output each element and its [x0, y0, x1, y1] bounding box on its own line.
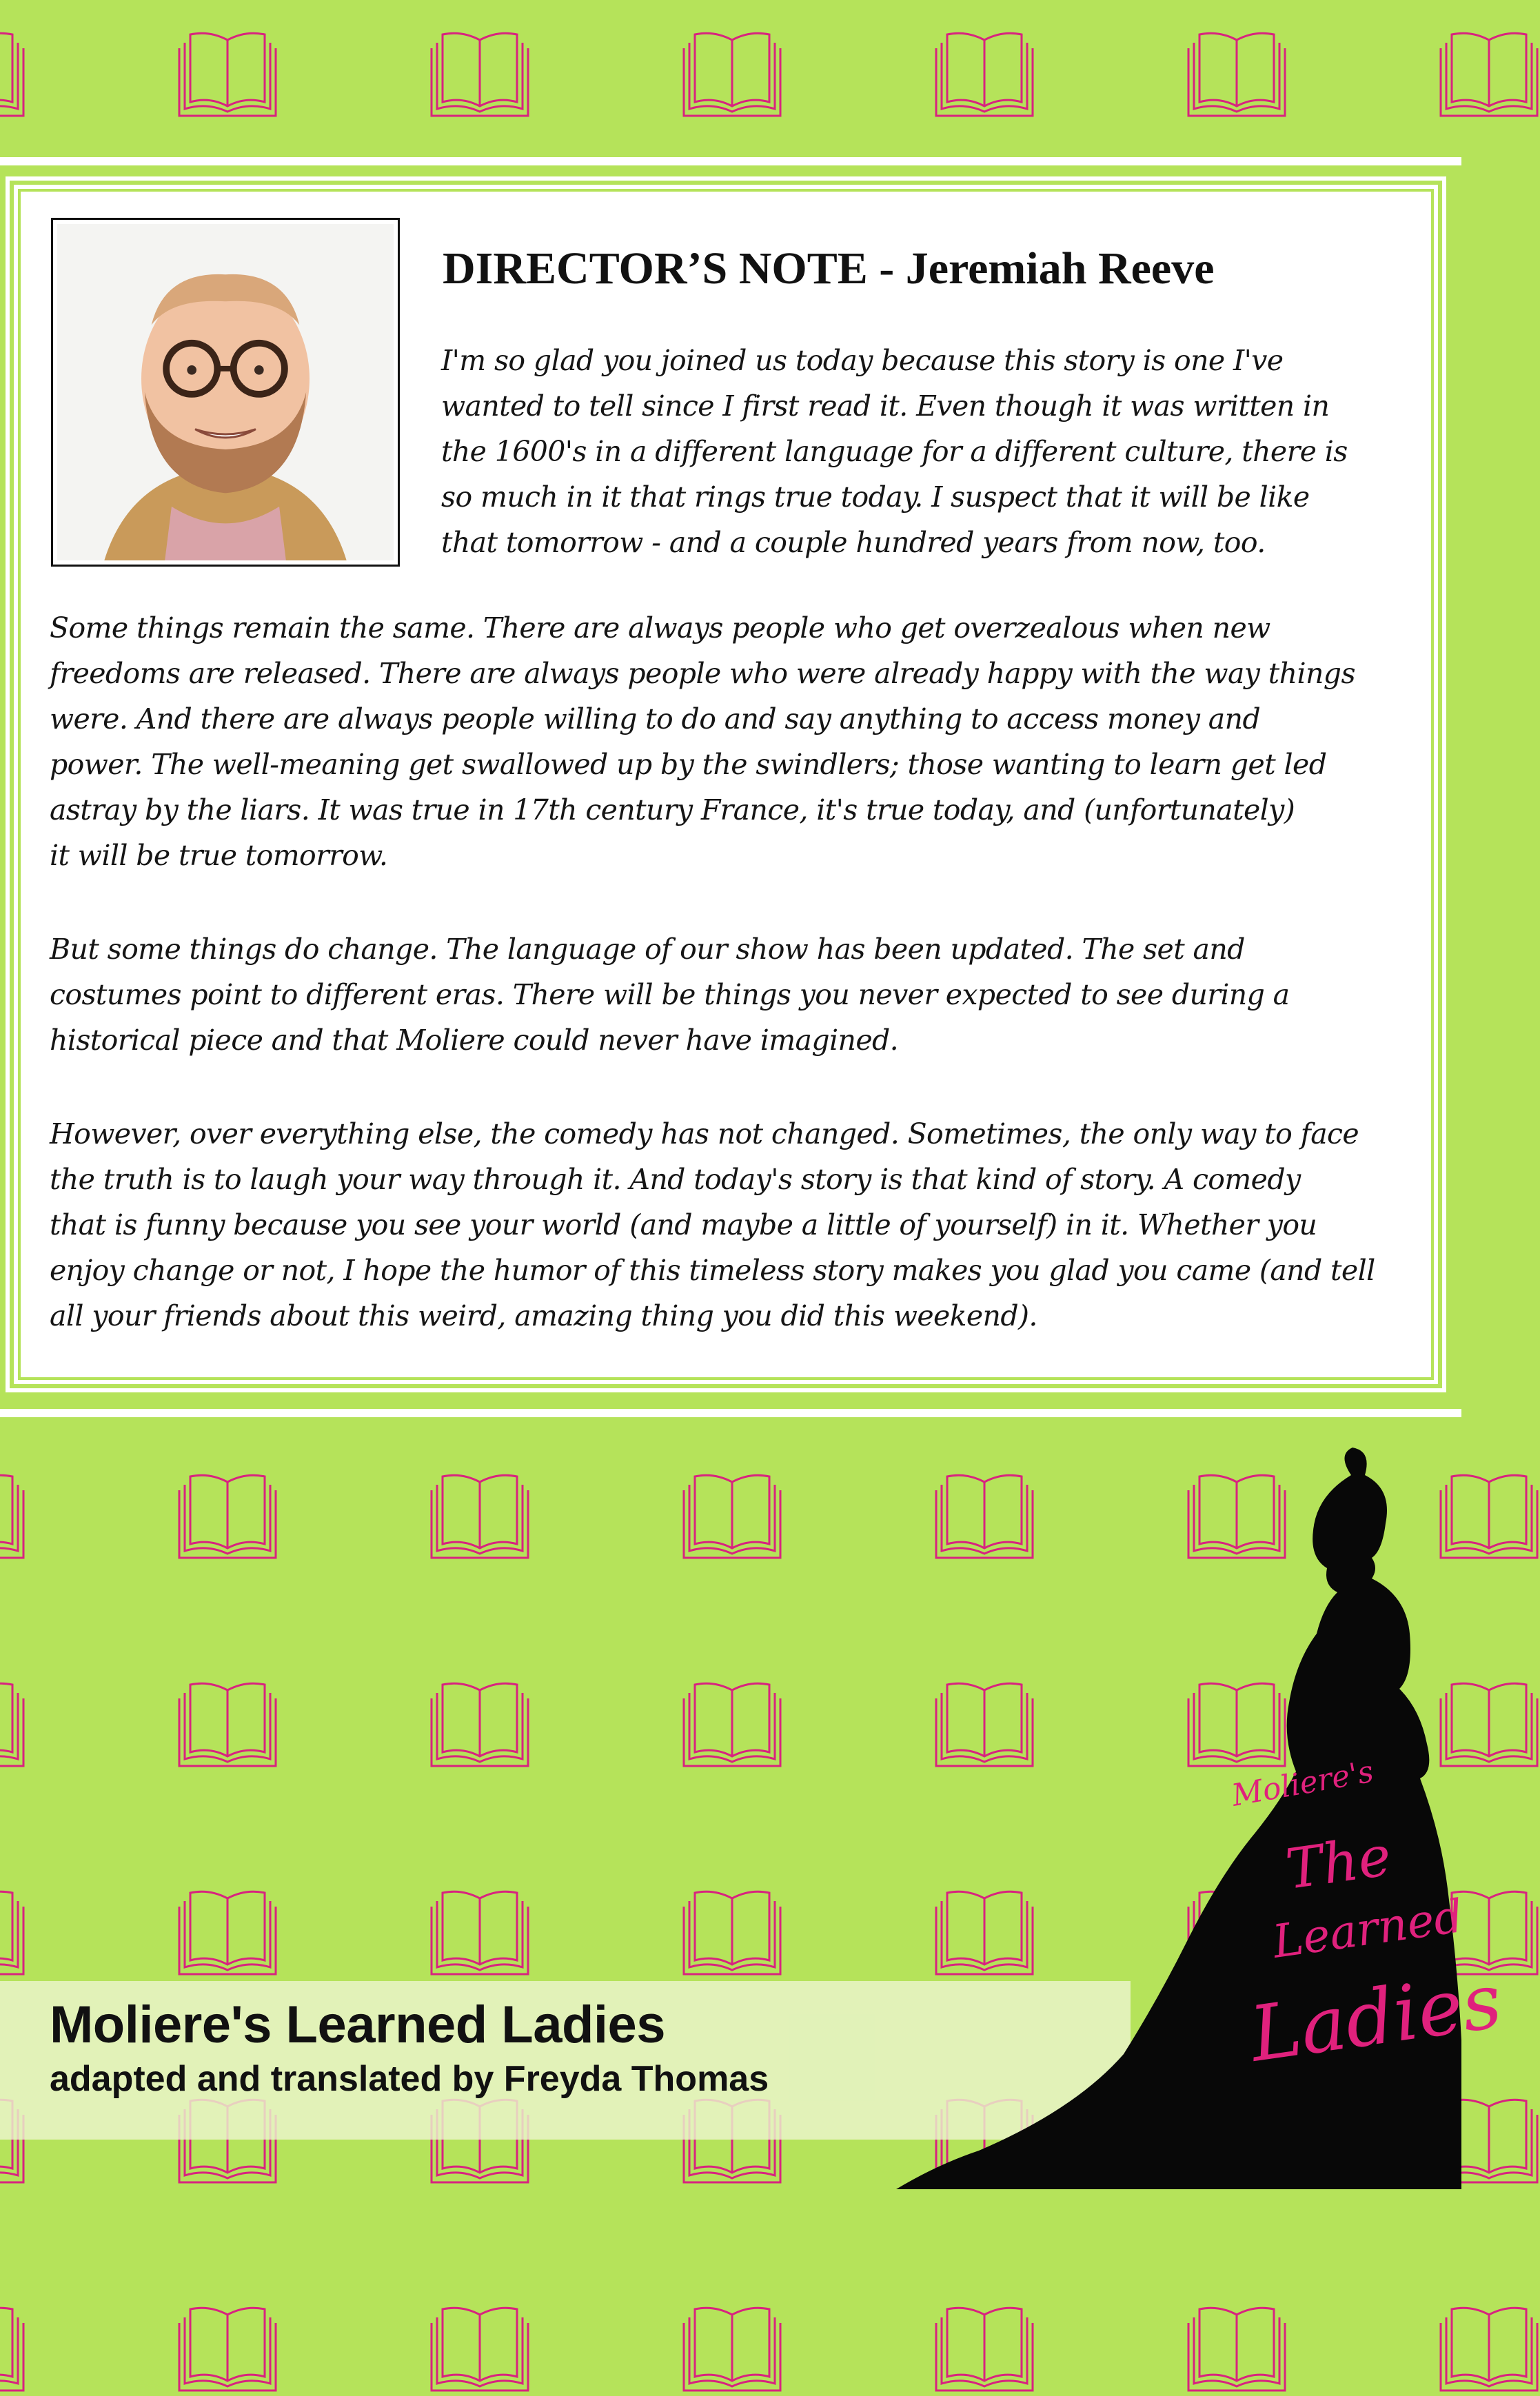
open-book-icon [0, 2302, 26, 2393]
note-line: the truth is to laugh your way through it. And today's story is that kind of story. A comedy [50, 1163, 1301, 1196]
note-line: so much in it that rings true today. I suspect that it will be like [441, 480, 1310, 514]
note-line: it will be true tomorrow. [50, 839, 388, 872]
lady-silhouette [896, 1448, 1461, 2189]
open-book-icon [681, 1470, 783, 1561]
note-line: costumes point to different eras. There will be things you never expected to see during a [50, 978, 1290, 1011]
logo-line-4: Ladies [1244, 1956, 1507, 2079]
open-book-icon [1186, 2302, 1288, 2393]
open-book-icon [0, 1678, 26, 1769]
show-credit: adapted and translated by Freyda Thomas [50, 2059, 769, 2099]
note-line: freedoms are released. There are always people who were already happy with the way things [50, 657, 1355, 690]
show-title: Moliere's Learned Ladies [50, 1996, 666, 2054]
open-book-icon [176, 2302, 278, 2393]
note-title: DIRECTOR’S NOTE - Jeremiah Reeve [443, 243, 1215, 294]
open-book-icon [176, 1470, 278, 1561]
note-line: all your friends about this weird, amazing thing you did this weekend). [50, 1299, 1037, 1332]
note-line: were. And there are always people willing to do and say anything to access money and [50, 702, 1261, 735]
logo-line-1: Moliere's [1229, 1754, 1377, 1814]
open-book-icon [681, 1678, 783, 1769]
note-line: wanted to tell since I first read it. Even though it was written in [441, 389, 1330, 423]
note-line: that tomorrow - and a couple hundred years from now, too. [441, 526, 1266, 559]
logo-line-3: Learned [1269, 1889, 1467, 1969]
note-line: that is funny because you see your world (and maybe a little of yourself) in it. Whether you [50, 1208, 1317, 1241]
note-line: power. The well-meaning get swallowed up by the swindlers; those wanting to learn get led [50, 748, 1327, 781]
open-book-icon [429, 28, 531, 119]
open-book-icon [681, 28, 783, 119]
note-paragraph-3 [50, 926, 1290, 1063]
open-book-icon [0, 28, 26, 119]
note-paragraph-4 [50, 1111, 1375, 1339]
open-book-icon [429, 1470, 531, 1561]
open-book-icon [933, 28, 1035, 119]
open-book-icon [429, 1678, 531, 1769]
open-book-icon [1438, 28, 1540, 119]
note-paragraph-1 [441, 338, 1348, 565]
open-book-icon [176, 1886, 278, 1977]
logo-line-2: The [1281, 1823, 1395, 1902]
note-line: enjoy change or not, I hope the humor of this timeless story makes you glad you came (and tell [50, 1254, 1375, 1287]
note-line: historical piece and that Moliere could never have imagined. [50, 1024, 899, 1057]
open-book-icon [1438, 2302, 1540, 2393]
open-book-icon [0, 1470, 26, 1561]
bottom-divider [0, 1409, 1461, 1417]
open-book-icon [176, 1678, 278, 1769]
director-portrait-image [57, 224, 394, 560]
open-book-icon [429, 1886, 531, 1977]
open-book-icon [0, 1886, 26, 1977]
note-line: Some things remain the same. There are always people who get overzealous when new [50, 611, 1270, 644]
open-book-icon [681, 2302, 783, 2393]
note-line: astray by the liars. It was true in 17th century France, it's true today, and (unfortunately) [50, 793, 1295, 826]
top-divider [0, 157, 1461, 165]
open-book-icon [1186, 28, 1288, 119]
learned-ladies-silhouette-logo [896, 1448, 1507, 2189]
note-line: the 1600's in a different language for a different culture, there is [441, 435, 1348, 468]
open-book-icon [429, 2302, 531, 2393]
note-line: I'm so glad you joined us today because this story is one I've [441, 344, 1284, 377]
note-line: However, over everything else, the comedy has not changed. Sometimes, the only way to face [50, 1117, 1359, 1150]
director-photo [51, 218, 400, 567]
note-paragraph-2 [50, 605, 1355, 878]
top-book-pattern [0, 0, 1461, 157]
note-line: But some things do change. The language of our show has been updated. The set and [50, 933, 1245, 966]
open-book-icon [681, 1886, 783, 1977]
open-book-icon [933, 2302, 1035, 2393]
open-book-icon [176, 28, 278, 119]
